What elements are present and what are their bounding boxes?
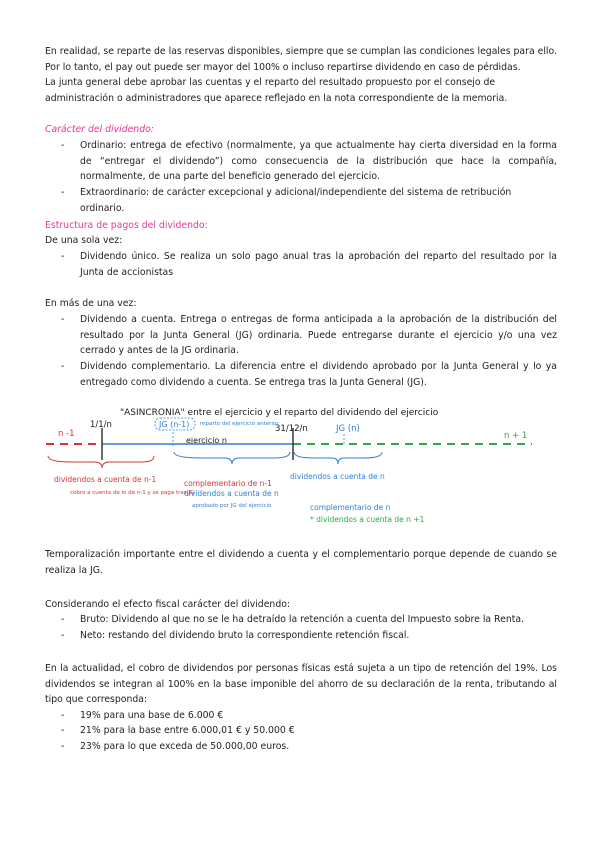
list-item	[61, 628, 557, 644]
fiscal-label: Considerando el efecto fiscal carácter del dividendo:	[45, 599, 291, 610]
label-jg-next: JG (n)	[336, 424, 360, 434]
label-date-end: 31/12/n	[275, 424, 308, 434]
section-heading-caracter: Carácter del dividendo:	[45, 124, 154, 135]
list-dash: -	[61, 614, 65, 625]
list-item-text: Bruto: Dividendo al que no se le ha detraído la retención a cuenta del Impuesto sobre la Renta.	[80, 614, 525, 625]
label-div-cuenta-prev: dividendos a cuenta de n-1	[54, 475, 157, 484]
list-dash: -	[61, 314, 65, 325]
diagram-title: "ASINCRONIA" entre el ejercicio y el reparto del dividendo del ejercicio	[120, 408, 439, 418]
list-item	[61, 185, 557, 216]
label-jg-prev-note: reparto del ejercicio anterior	[200, 421, 279, 427]
list-item	[61, 249, 557, 280]
intro-paragraph-1: En realidad, se reparte de las reservas disponibles, siempre que se cumplan las condiciones legales para ello. Por lo tanto, el pay out puede ser mayor del 100% o incluso repartirse dividendo en caso de pérdidas.	[45, 46, 557, 73]
list-dash: -	[61, 251, 65, 262]
label-div-cuenta-n: dividendos a cuenta de n	[290, 472, 385, 481]
list-item-text: 21% para la base entre 6.000,01 € y 50.000 €	[80, 725, 295, 736]
list-dash: -	[61, 140, 65, 151]
label-complementario-n: complementario de n	[310, 503, 391, 512]
label-jg-prev: JG (n-1)	[159, 420, 190, 429]
label-complementario-prev: complementario de n-1	[184, 479, 272, 488]
brace-next	[294, 452, 382, 464]
list-item-text: Ordinario: entrega de efectivo (normalmente, ya que actualmente hay cierta diversidad en la forma de “entregar el dividendo”) como consecuencia de la distribución que hace la compañía, normalmente, de una parte del beneficio generado del ejercicio.	[80, 140, 557, 182]
label-n-plus-1: n + 1	[504, 431, 528, 441]
list-item-text: Dividendo complementario. La diferencia entre el dividendo aprobado por la Junta General y lo ya entregado como dividendo a cuenta. Se entrega tras la Junta General (JG).	[80, 361, 557, 388]
list-item	[61, 138, 557, 185]
mas-vez-label: En más de una vez:	[45, 298, 137, 309]
list-item-text: Dividendo único. Se realiza un solo pago anual tras la aprobación del reparto del resultado por la Junta de accionistas	[80, 251, 557, 278]
list-dash: -	[61, 630, 65, 641]
list-dash: -	[61, 741, 65, 752]
label-n-minus-1: n -1	[58, 429, 75, 439]
actualidad-paragraph: En la actualidad, el cobro de dividendos por personas físicas está sujeta a un tipo de retención del 19%. Los dividendos se integran al 100% en la base imponible del ahorro de su declaración de la renta, tributando al tipo que corresponda:	[45, 663, 557, 705]
dividend-timeline-diagram	[42, 400, 562, 532]
list-dash: -	[61, 725, 65, 736]
temporalizacion-paragraph: Temporalización importante entre el dividendo a cuenta y el complementario porque depende de cuando se realiza la JG.	[45, 549, 557, 576]
label-complementario-prev-2: dividendos a cuenta de n	[184, 489, 279, 498]
list-item-text: Extraordinario: de carácter excepcional y adicional/independiente del sistema de retribución ordinario.	[80, 187, 512, 214]
list-dash: -	[61, 361, 65, 372]
list-item	[61, 708, 557, 724]
brace-current	[174, 452, 290, 464]
label-complementario-prev-note: aprobado por JG del ejercicio	[192, 503, 272, 509]
list-item	[61, 612, 557, 628]
intro-paragraph-2: La junta general debe aprobar las cuentas y el reparto del resultado propuesto por el consejo de administración o administradores que aparece reflejado en la nota correspondiente de la memoria.	[45, 77, 508, 104]
list-item	[61, 739, 557, 755]
list-item-text: Neto: restando del dividendo bruto la correspondiente retención fiscal.	[80, 630, 410, 641]
label-div-cuenta-next: * dividendos a cuenta de n +1	[310, 515, 425, 524]
list-item	[61, 359, 557, 390]
list-item-text: Dividendo a cuenta. Entrega o entregas de forma anticipada a la aprobación de la distribución del resultado por la Junta General (JG) ordinaria. Puede entregarse durante el ejercicio y/o una vez cerrado y antes de la JG ordinaria.	[80, 314, 557, 356]
label-ejercicio: ejercicio n	[186, 436, 227, 445]
list-item	[61, 723, 557, 739]
list-item-text: 19% para una base de 6.000 €	[80, 710, 224, 721]
una-vez-label: De una sola vez:	[45, 235, 123, 246]
brace-prev	[48, 456, 154, 468]
section-heading-estructura: Estructura de pagos del dividendo:	[45, 220, 208, 231]
list-dash: -	[61, 187, 65, 198]
list-dash: -	[61, 710, 65, 721]
list-item	[61, 312, 557, 359]
list-item-text: 23% para lo que exceda de 50.000,00 euros.	[80, 741, 290, 752]
label-date-start: 1/1/n	[90, 420, 112, 430]
label-div-cuenta-prev-note: cobro a cuenta de lo de n-1 y se paga tras JG	[70, 490, 195, 496]
